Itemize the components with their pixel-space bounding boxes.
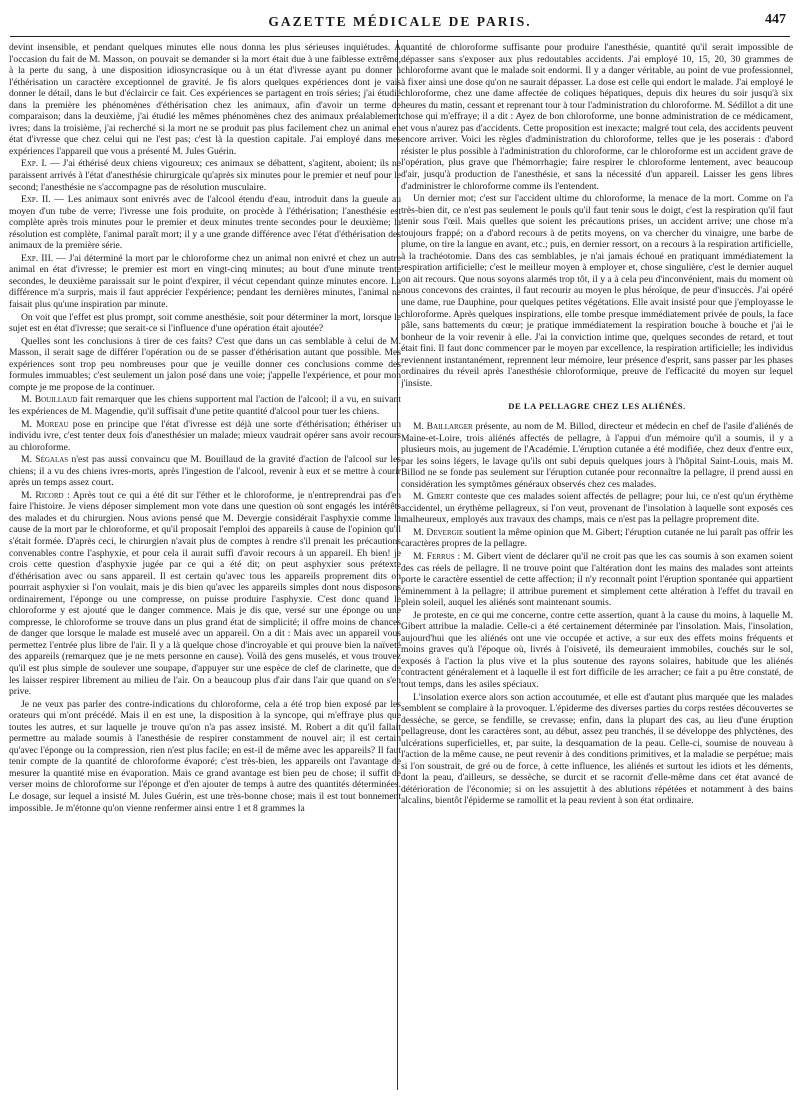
paragraph-text: Je proteste, en ce qui me concerne, contre cette assertion, quant à la cause du moins, à laquelle M. Gibert attribue la maladie. Celle-ci a été certainement déterminée par l'insolation. Mais, l'insolation, aujourd'hui que les aliénés ont une vie occupée et active, a sur eux des effets moins fréquents et moins graves qu'à l'époque où, livrés à l'oisiveté, ils demeuraient immobiles, couchés sur le sol, exposés à l'action la plus vive et la plus soutenue des rayons solaires, habitude que les aliénés contractent généralement et à laquelle il est fort difficile de les arracher; ce fait a pu être constaté, de tout temps, dans les asiles spéciaux. [401,609,793,690]
header-rule [10,36,790,37]
paragraph [401,42,793,192]
paragraph [401,421,793,490]
section-title: DE LA PELLAGRE CHEZ LES ALIÉNÉS. [508,401,686,412]
paragraph-text: — J'ai éthérisé deux chiens vigoureux; ces animaux se débattent, s'agitent, aboient; ils ne paraissent arrivés à l'état d'anesthésie chirurgicale qu'après six minutes pour le premier et neuf pour le second; l'anesthésie ne s'accompagne pas de résolution musculaire. [9,158,401,193]
paragraph-text: : Après tout ce qui a été dit sur l'éther et le chloroforme, je n'entreprendrai pas d'en faire l'histoire. Je viens déposer simplement mon vote dans une question où sont engagés les intérêts des malades et du chirurgien. Nous avions pensé que M. Devergie considérait l'asphyxie comme la cause de la mort par le chloroforme, et qu'il proposait l'emploi des appareils à cause de l'opinion qu'il s'était formée. D'après ceci, le chirurgien n'avait plus de comptes à rendre s'il prenait les précautions convenables contre l'asphyxie, et pour cela il aurait suffi d'avoir recours à un appareil. Eh bien! je crois cette question d'asphyxie jugée par ce qui a été dit; on peut asphyxier sous prétexte d'éthérisation avec ou sans appareil. Il est certain qu'avec tous les appareils proprement dits on pourrait asphyxier si l'on voulait, mais je dis bien qu'avec les appareils simples dont nous disposons ordinairement, l'éponge ou une compresse, on puisse produire l'asphyxie. C'est donc quand le chloroforme y est ajouté que le danger commence. Mais je dis que, versé sur une éponge ou une compresse, le chloroforme se trouve dans un plus grand état de simplicité; il offre moins de chances de danger que lorsque le malade est muselé avec un appareil. On a dit : Mais avec un appareil vous permettez l'entrée plus libre de l'air. Il y a là quelque chose d'incroyable et qui prouve bien la naïveté des appareils (remarquez que je ne mets personne en cause). Voilà des gens muselés, et vous trouvez qu'il est plus simple de soulever une soupape, d'appuyer sur une espèce de clef de clarinette, que de les laisser respirer librement au milieu de l'air. On a beaucoup plus d'air dans l'air que quand on s'en prive. [9,489,401,698]
paragraph [9,42,401,157]
speaker-lead: M. Devergie [413,526,464,538]
paragraph [9,253,401,311]
paragraph [401,610,793,691]
paragraph-text: — Les animaux sont enivrés avec de l'alcool étendu d'eau, introduit dans la gueule au moyen d'un tube de verre; l'ivresse une fois produite, on procède à l'éthérisation; l'anesthésie est complète après trois minutes pour le premier et deux minutes trente secondes pour le deuxième; la résolution est complète, l'animal paraît mort; il y a une grande différence avec l'état d'éthérisation des animaux de la première série. [9,194,401,252]
paragraph [9,336,401,394]
paragraph-text: : M. Gibert vient de déclarer qu'il ne croit pas que les cas soumis à son examen soient des cas réels de pellagre. Il ne trouve point que l'altération dont les mains des malades sont atteints porte le caractère essentiel de cette affection; il n'y reconnaît point l'éruption spontanée qui appartient éminemment à la pellagre; il attribue purement et simplement cette altération à l'effet du travail en plein soleil, auquel les aliénés sont maintenant soumis. [401,550,793,609]
paragraph [9,699,401,814]
paragraph [9,490,401,698]
paragraph-text: On voit que l'effet est plus prompt, soit comme anesthésie, soit pour déterminer la mort, lorsque le sujet est en état d'ivresse; que serait-ce si l'influence d'une opération était ajoutée? [9,311,401,335]
speaker-lead: M. Bouillaud [21,394,78,406]
speaker-lead: Exp. II. [21,194,51,206]
page-header [12,8,788,36]
paragraph [9,194,401,252]
paragraph-text: fait remarquer que les chiens supportent mal l'action de l'alcool; il a vu, en suivant les expériences de M. Magendie, qu'il suffisait d'une petite quantité d'alcool pour tuer les chiens. [9,394,401,417]
speaker-lead: M. Gibert [413,491,454,503]
paragraph-text: Quelles sont les conclusions à tirer de ces faits? C'est que dans un cas semblable à celui de M. Masson, il serait sage de différer l'opération ou de se passer d'éthérisation autant que possible. Mes expériences sont trop peu nombreuses pour que je veuille donner ces conclusions comme des formules immuables; c'est seulement un jalon posé dans une voie; j'appelle l'expérience, et pour mon compte je me propose de la continuer. [9,335,401,393]
paragraph [401,692,793,807]
left-column [9,42,401,1090]
speaker-lead: M. Ferrus [413,550,455,562]
paragraph [401,551,793,609]
paragraph-text: devint insensible, et pendant quelques minutes elle nous donna les plus sérieuses inquiétudes. A l'occasion du fait de M. Masson, on pouvait se demander si la mort était due à une faiblesse extrême, à la perte du sang, à une disposition idiosyncrasique ou à un état d'ivresse ayant pu donner à l'éthérisation un caractère exceptionnel de gravité. Je fis alors quelques expériences dont je vais donner le détail, dans le but d'éclaircir ce fait. Ces expériences se partagent en trois séries; j'ai étudié dans la première les phénomènes d'éthérisation chez les animaux, afin d'avoir un terme de comparaison; dans la deuxième, j'ai étudié les mêmes phénomènes chez des animaux préalablement ivres; dans la troisième, j'ai recherché si la mort ne se produit pas plus facilement chez un animal en état d'ivresse que chez celui qui ne l'est pas; c'est là la question capitale. J'ai employé dans mes expériences l'appareil que vous a présenté M. Jules Guérin. [9,42,401,157]
paragraph-text: Un dernier mot; c'est sur l'accident ultime du chloroforme, la menace de la mort. Comme on l'a très-bien dit, ce n'est pas seulement le pouls qu'il faut tenir sous le doigt, c'est la respiration qu'il faut tenir sous l'œil. Mais quelles que soient les précautions prises, un accident arrive; une chose m'a toujours frappé; on a d'abord recours à de petits moyens, on va chercher du vinaigre, une barbe de plume, on tire la langue en avant, etc.; puis, en dernier ressort, on a recours à la respiration artificielle, à la trachéotomie. Dans des cas semblables, je n'ai jamais échoué en pratiquant immédiatement la respiration artificielle; c'est le meilleur moyen à employer et, chose singulière, c'est le dernier auquel on ait recours. Que nous soyons alarmés trop tôt, il y a à cela peu d'inconvénient, mais du moment où nous concevons des craintes, il faut recourir au moyen le plus héroïque, de peur d'insuccès. J'ai opéré une dame, rue Dauphine, pour quelques petites végétations. Elle avait insisté pour que j'employasse le chloroforme. Après quelques inspirations, elle tombe presque immédiatement privée de pouls, la face pâle, sans battements du cœur; je pratique immédiatement la respiration bouche à bouche et j'ai le bonheur de la voir revenir à elle. J'ai la conviction intime que, quelques secondes de retard, et tout était fini. Il faut donc commencer par le moyen par excellence, la respiration artificielle; les individus reviennent instantanément, reprennent leur mémoire, leur présence d'esprit, sans passer par les phases ordinaires du réveil après l'anesthésie chloroformique, preuve de l'efficacité du moyen sur lequel j'insiste. [401,193,793,389]
right-column [401,42,793,1090]
page-number: 447 [765,12,786,27]
paragraph [9,158,401,193]
speaker-lead: M. Ségalas [21,454,69,466]
paragraph-text: Je ne veux pas parler des contre-indications du chloroforme, cela a été trop bien exposé par les orateurs qui m'ont précédé. Mais il en est une, la disposition à la syncope, qui m'effraye plus que toutes les autres, et sur laquelle je trouve qu'on n'a pas assez insisté. M. Robert a dit qu'il fallait permettre au malade soumis à l'anesthésie de respirer constamment de nouvel air; il est certain qu'avec l'éponge ou la compression, rien n'est plus facile; en est-il de même avec les appareils? Il faut tenir compte de la quantité de chloroforme évaporé; c'est très-bien, les appareils ont l'avantage de mesurer la quantité mise en évaporation. Mais ce grand avantage est bien peu de chose; il suffit de verser moins de chloroforme sur l'éponge et d'en ajouter de temps à autre des quantités déterminées. Le dosage, sur lequel a insisté M. Jules Guérin, est une très-bonne chose; mais il est tout bonnement impossible. Je m'étonne qu'on vienne renfermer ainsi entre 1 et 8 grammes la [9,698,401,814]
paragraph [401,193,793,389]
paragraph-text: n'est pas aussi convaincu que M. Bouillaud de la gravité d'action de l'alcool sur les chiens; il a vu des chiens ivres-morts, après l'ingestion de l'alcool, revenir à eux et se mettre à courir après un temps assez court. [9,454,401,489]
paragraph-text: soutient la même opinion que M. Gibert; l'éruption cutanée ne lui paraît pas offrir les caractères propres de la pellagre. [401,526,793,550]
paragraph-text: conteste que ces malades soient affectés de pellagre; pour lui, ce n'est qu'un érythème accidentel, un érythème pellagreux, si l'on veut, provenant de l'insolation à laquelle sont exposés ces malheureux, employés aux travaux des champs, mais ce n'est pas la pellagre proprement dite. [401,491,793,526]
speaker-lead: M. Moreau [21,418,69,430]
journal-title: GAZETTE MÉDICALE DE PARIS. [268,14,532,29]
paragraph [9,394,401,417]
paragraph [401,527,793,550]
speaker-lead: Exp. III. [21,252,54,264]
paragraph [9,419,401,454]
paragraph-text: présente, au nom de M. Billod, directeur et médecin en chef de l'asile d'aliénés de Maine-et-Loire, trois aliénés affectés de pellagre, à l'appui d'un mémoire qu'il a soumis, il y a plusieurs mois, au jugement de l'Académie. L'éruption cutanée a été modifiée, chez deux d'entre eux, par les soins légers, le lavage qu'ils ont subi depuis quelques jours à l'hôpital Saint-Louis, mais M. Billod ne se fonde pas seulement sur l'éruption cutanée pour reconnaître la pellagre, il prend aussi en considération les symptômes généraux observés chez ces malades. [401,420,793,490]
paragraph-text: L'insolation exerce alors son action accoutumée, et elle est d'autant plus marquée que les malades semblent se complaire à la provoquer. L'épiderme des diverses parties du corps restées découvertes se dessèche, se gerce, se fendille, se crevasse; enfin, dans la plupart des cas, au lieu d'une éruption pellagreuse, dont les caractères sont, au début, assez peu tranchés, il se développe des phlyctènes, des ulcérations superficielles, et, par suite, la desquamation de la peau. Celle-ci, soumise de nouveau à l'action de la même cause, ne peut revenir à des conditions primitives, et la maladie se perpétue; mais si l'on soustrait, de gré ou de force, à cette influence, les aliénés et surtout les idiots et les déments, dont la peau, d'ailleurs, se dessèche, se durcit et se racornit d'elle-même dans cet état avancé de détérioration de l'économie; si on les assujettit à des ablutions répétées et notamment à des bains alcalins, bientôt l'épiderme se ramollit et la peau revient à son état ordinaire. [401,691,793,807]
speaker-lead: M. Baillarger [413,420,473,432]
speaker-lead: M. Ricord [21,489,64,501]
paragraph [9,312,401,335]
paragraph-text: pose en principe que l'état d'ivresse est déjà une sorte d'éthérisation; éthériser un individu ivre, c'est tenter deux fois d'anesthésier un malade; mieux vaudrait opérer sans avoir recours au chloroforme. [9,418,401,453]
paragraph-text: — J'ai déterminé la mort par le chloroforme chez un animal non enivré et chez un autre animal en état d'ivresse; le premier est mort en vingt-cinq minutes; au bout d'une minute trente secondes, le deuxième paraissait sur le point d'expirer, il vécut cependant quinze minutes encore. La différence m'a surpris, mais il faut apprécier l'expérience; pendant les dernières minutes, l'animal ne faisait plus qu'une inspiration par minute. [9,252,401,311]
speaker-lead: Exp. I. [21,158,47,170]
paragraph-text: quantité de chloroforme suffisante pour produire l'anesthésie, quantité qu'il serait impossible de dépasser sans s'exposer aux plus redoutables accidents. J'ai employé 10, 15, 20, 30 grammes de chloroforme avant que le malade soit endormi. Il y a danger véritable, au point de vue professionnel, à fixer ainsi une dose qu'on ne saurait dépasser. La dose est celle qui endort le malade. J'ai employé le chloroforme, chez une dame affectée de coliques hépatiques, depuis dix heures du soir jusqu'à six heures du matin, cessant et reprenant tour à tour l'administration du chloroforme. M. Sédillot a dit une chose qui m'effraye; il a dit : Ayez de bon chloroforme, une bonne administration de ce médicament, et vous n'aurez pas d'accidents. Cette proposition est inexacte; malgré tout cela, des accidents peuvent encore arriver. Voici les règles d'administration du chloroforme, telles que je les poserais : d'abord résister le plus possible à l'administration du chloroforme, car le chloroforme est un accident grave de l'opération, plus grave que l'hémorrhagie; faire respirer le chloroforme lentement, avec beaucoup d'air, jusqu'à production de l'anesthésie, et sans la nécessité d'un appareil. Laisser les gens libres d'administrer le chloroforme comme ils l'entendent. [401,42,793,192]
paragraph [401,491,793,526]
paragraph [9,454,401,489]
